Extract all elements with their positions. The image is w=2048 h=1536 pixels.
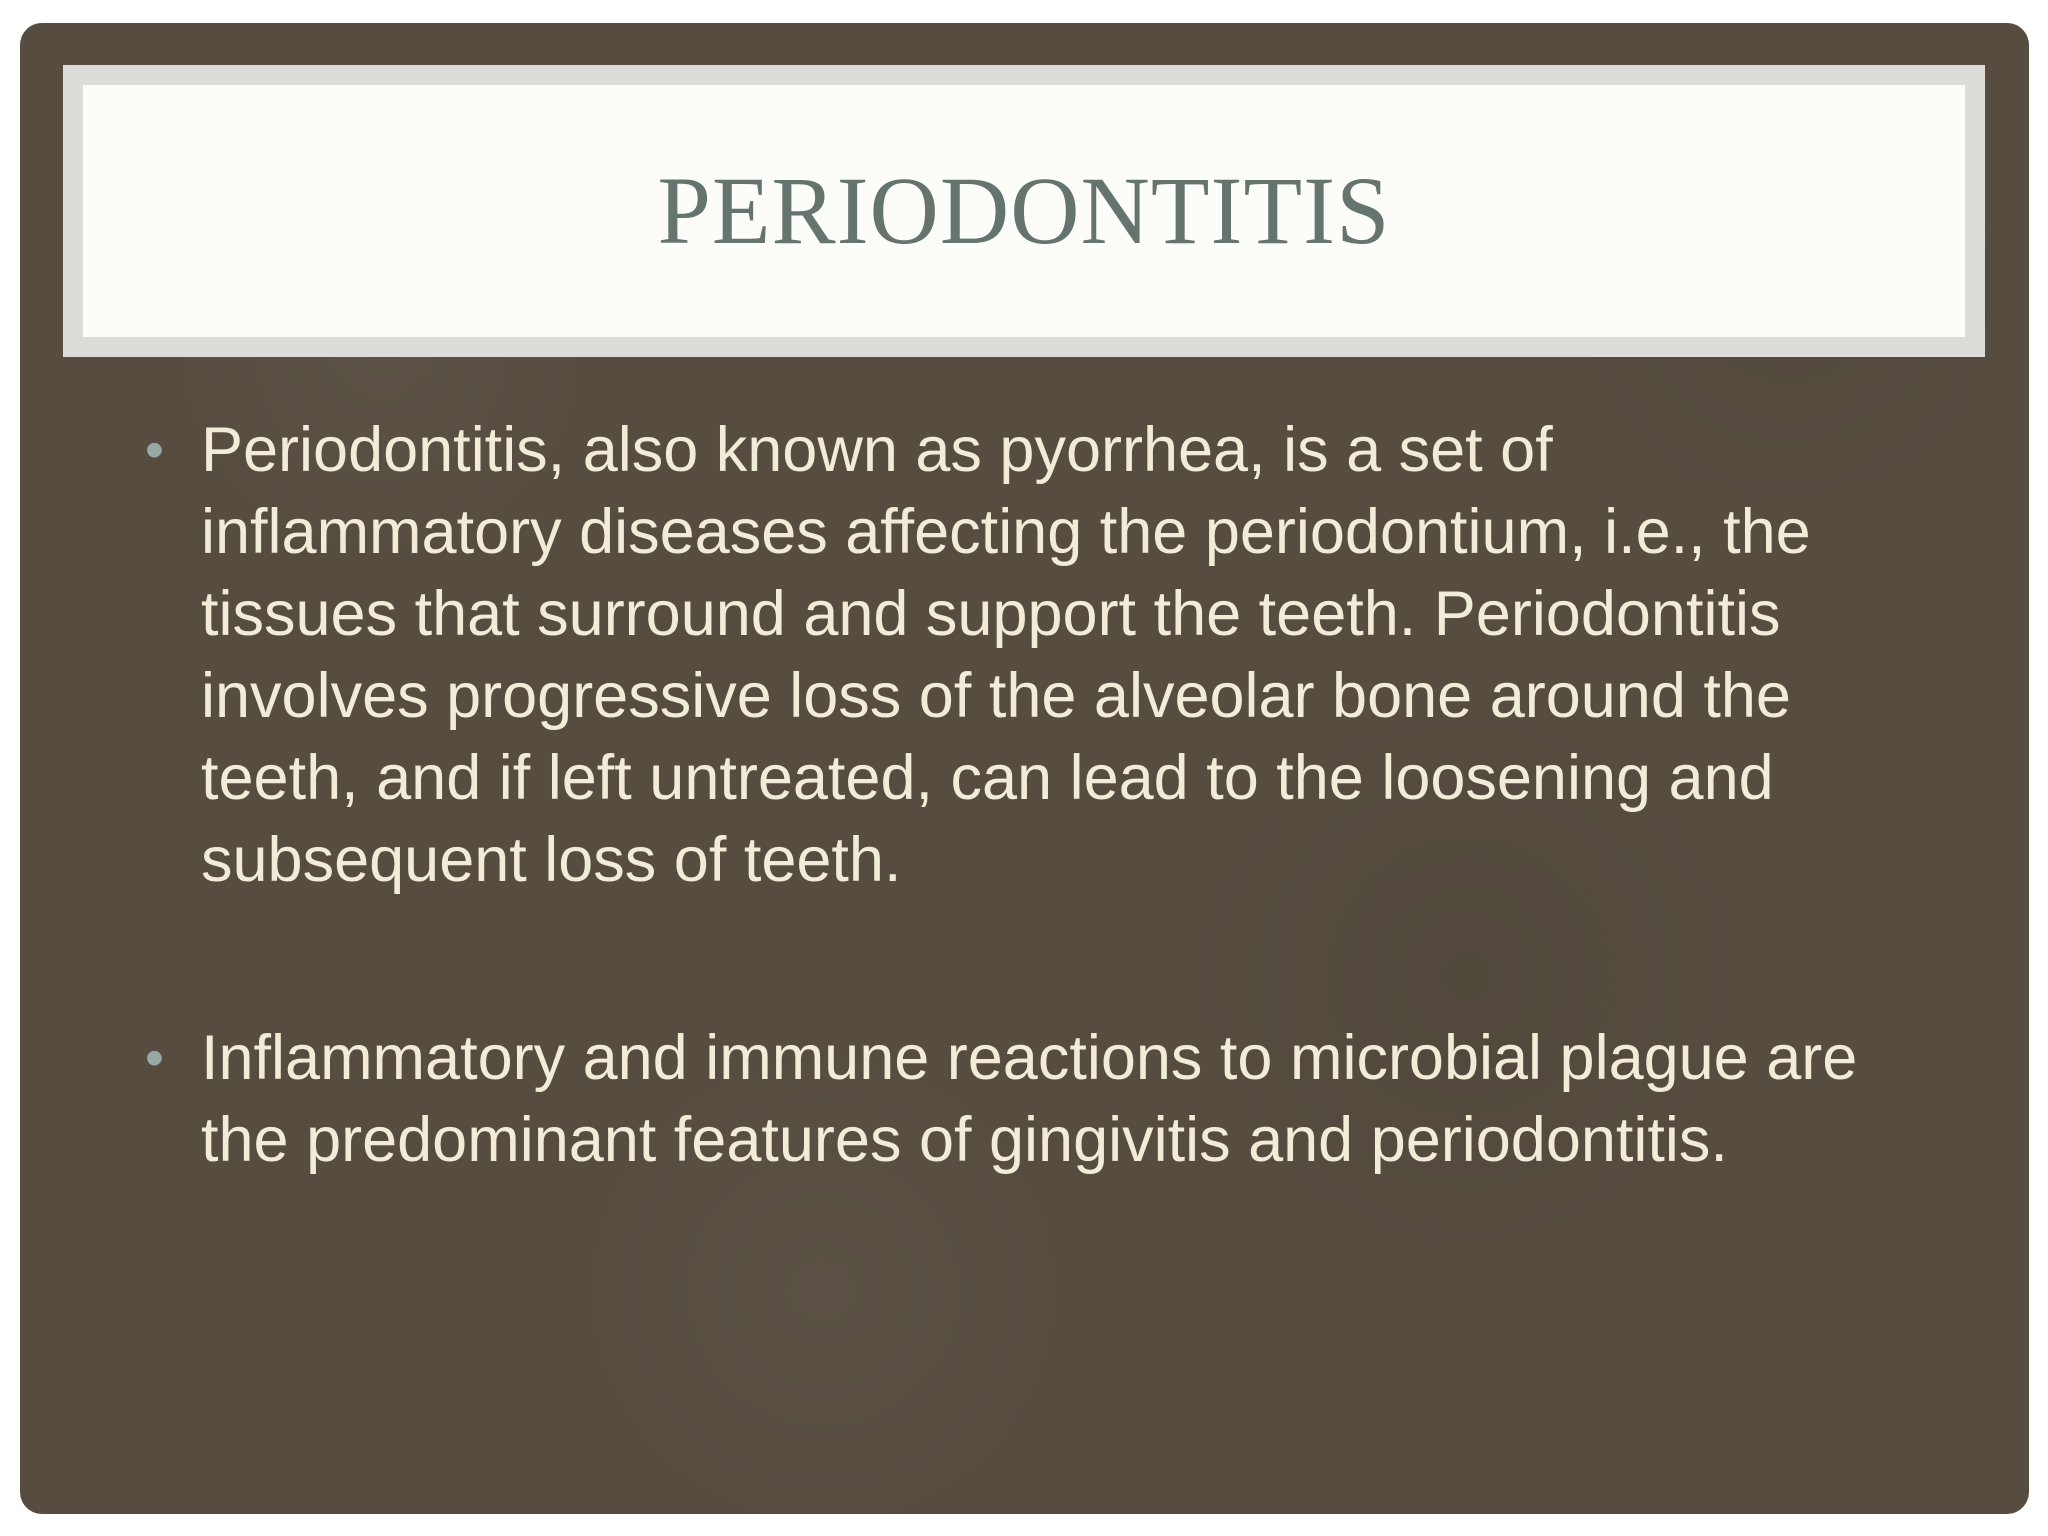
bullet-text: Inflammatory and immune reactions to microbial plague are the predominant features of gingivitis and periodontitis. — [201, 1023, 1858, 1175]
bullet-text: Periodontitis, also known as pyorrhea, is a set of inflammatory diseases affecting the periodontium, i.e., the tissues that surround and support the teeth. Periodontitis involves progressive loss of the alveolar bone around the teeth, and if left untreated, can lead to the loosening and subsequent loss of teeth. — [201, 415, 1811, 895]
bullet-item — [145, 1017, 1925, 1181]
title-box — [83, 85, 1965, 337]
slide — [20, 23, 2029, 1514]
bullet-icon: • — [145, 420, 164, 480]
slide-title: PERIODONTITIS — [657, 157, 1391, 264]
bullet-item — [145, 409, 1925, 901]
title-frame — [63, 65, 1985, 357]
bullet-icon: • — [145, 1028, 164, 1088]
bullet-list — [145, 409, 1925, 1181]
